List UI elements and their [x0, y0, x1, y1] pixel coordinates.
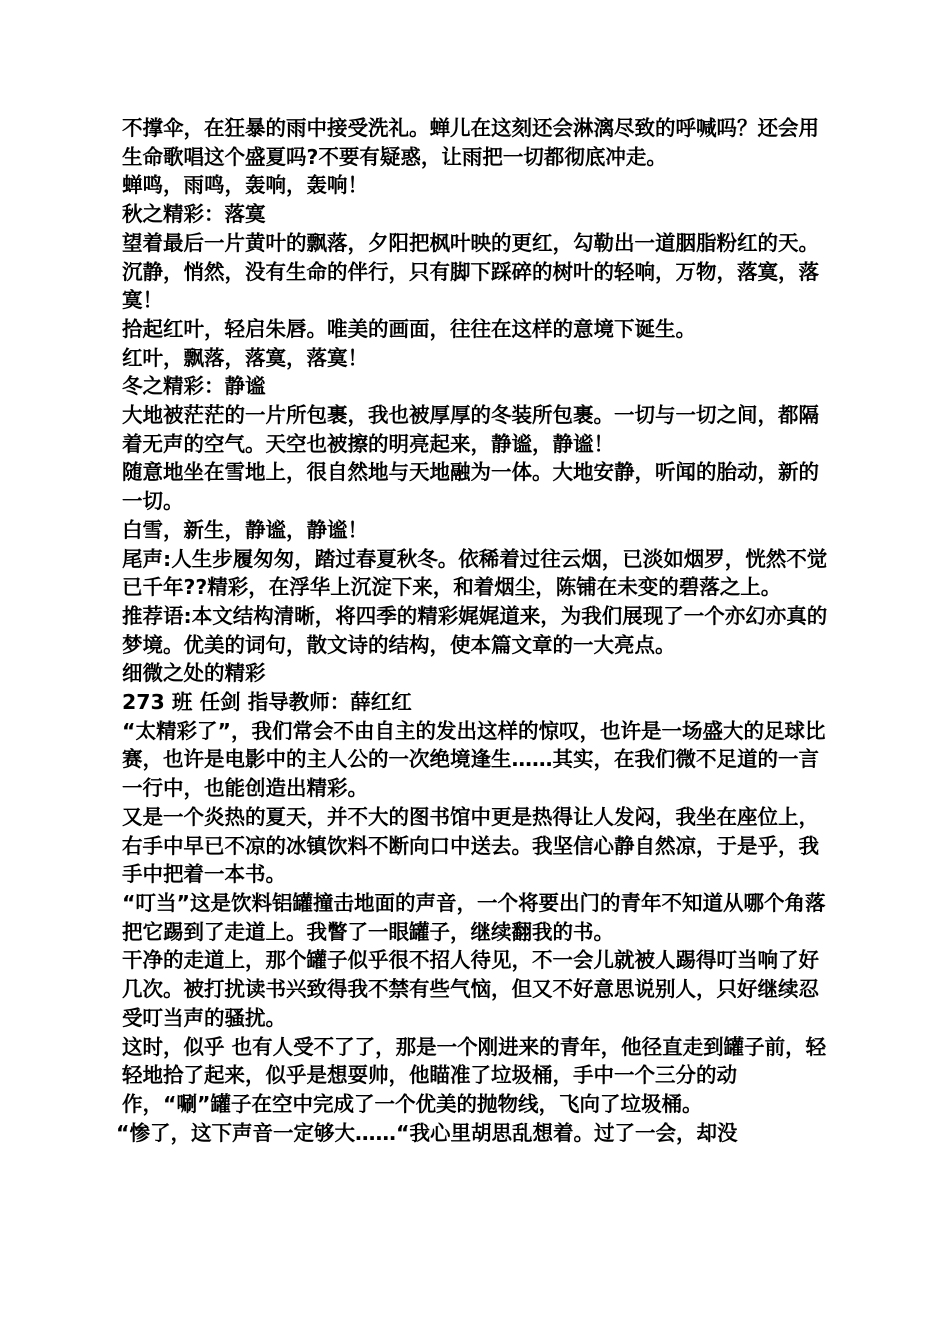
paragraph-rain: 不撑伞，在狂暴的雨中接受洗礼。蝉儿在这刻还会淋漓尽致的呼喊吗？还会用生命歌唱这个盛夏吗?不要有疑惑，让雨把一切都彻底冲走。 [122, 116, 819, 169]
paragraph-autumn-leaves: 望着最后一片黄叶的飘落，夕阳把枫叶映的更红，勾勒出一道胭脂粉红的天。沉静，悄然，没有生命的伴行，只有脚下踩碎的树叶的轻响，万物，落寞，落寞！ [122, 230, 819, 313]
paragraph-library: 又是一个炎热的夏天，并不大的图书馆中更是热得让人发闷，我坐在座位上，右手中早已不凉的冰镇饮料不断向口中送去。我坚信心静自然凉，于是乎，我手中把着一本书。 [122, 804, 819, 887]
paragraph-red-leaf: 拾起红叶，轻启朱唇。唯美的画面，往往在这样的意境下诞生。 [122, 316, 696, 341]
paragraph-can-kicked: “叮当”这是饮料铝罐撞击地面的声音，一个将要出门的青年不知道从哪个角落把它踢到了走道上。我瞥了一眼罐子，继续翻我的书。 [122, 890, 826, 944]
paragraph-outcome: “惨了，这下声音一定够大……“我心里胡思乱想着。过了一会，却没 [116, 1120, 738, 1145]
paragraph-disturbance: 干净的走道上，那个罐子似乎很不招人待见，不一会儿就被人踢得叮当响了好几次。被打扰读书兴致得我不禁有些气恼，但又不好意思说别人，只好继续忍受叮当声的骚扰。 [122, 948, 819, 1030]
document-body [116, 114, 836, 1147]
paragraph-winter-refrain: 白雪，新生，静谧，静谧！ [122, 517, 368, 542]
paragraph-summer-refrain: 蝉鸣，雨鸣，轰响，轰响！ [122, 173, 368, 198]
paragraph-epilogue: 尾声:人生步履匆匆，踏过春夏秋冬。依稀着过往云烟，已淡如烟罗，恍然不觉已千年??精彩，在浮华上沉淀下来，和着烟尘，陈铺在未变的碧落之上。 [122, 546, 828, 600]
paragraph-young-man: 这时，似乎 也有人受不了了，那是一个刚进来的青年，他径直走到罐子前，轻轻地拾了起来，似乎是想耍帅，他瞄准了垃圾桶，手中一个三分的动作，“唰”罐子在空中完成了一个优美的抛物线，飞向了垃圾桶。 [122, 1034, 827, 1116]
paragraph-intro: “太精彩了”，我们常会不由自主的发出这样的惊叹，也许是一场盛大的足球比赛，也许是电影中的主人公的一次绝境逢生……其实，在我们微不足道的一言一行中，也能创造出精彩。 [122, 718, 826, 801]
paragraph-winter-land: 大地被茫茫的一片所包裹，我也被厚厚的冬装所包裹。一切与一切之间，都隔着无声的空气。天空也被擦的明亮起来，静谧，静谧！ [122, 403, 819, 456]
paragraph-snow-sitting: 随意地坐在雪地上，很自然地与天地融为一体。大地安静，听闻的胎动，新的一切。 [122, 460, 819, 514]
paragraph-autumn-refrain: 红叶，飘落，落寞，落寞！ [122, 345, 368, 370]
essay-byline: 273 班 任剑 指导教师：薛红红 [122, 690, 412, 715]
heading-autumn: 秋之精彩：落寞 [122, 202, 266, 227]
essay-title: 细微之处的精彩 [122, 661, 266, 686]
heading-winter: 冬之精彩：静谧 [122, 374, 266, 399]
paragraph-recommendation: 推荐语:本文结构清晰，将四季的精彩娓娓道来，为我们展现了一个亦幻亦真的梦境。优美的词句，散文诗的结构，使本篇文章的一大亮点。 [122, 603, 828, 657]
